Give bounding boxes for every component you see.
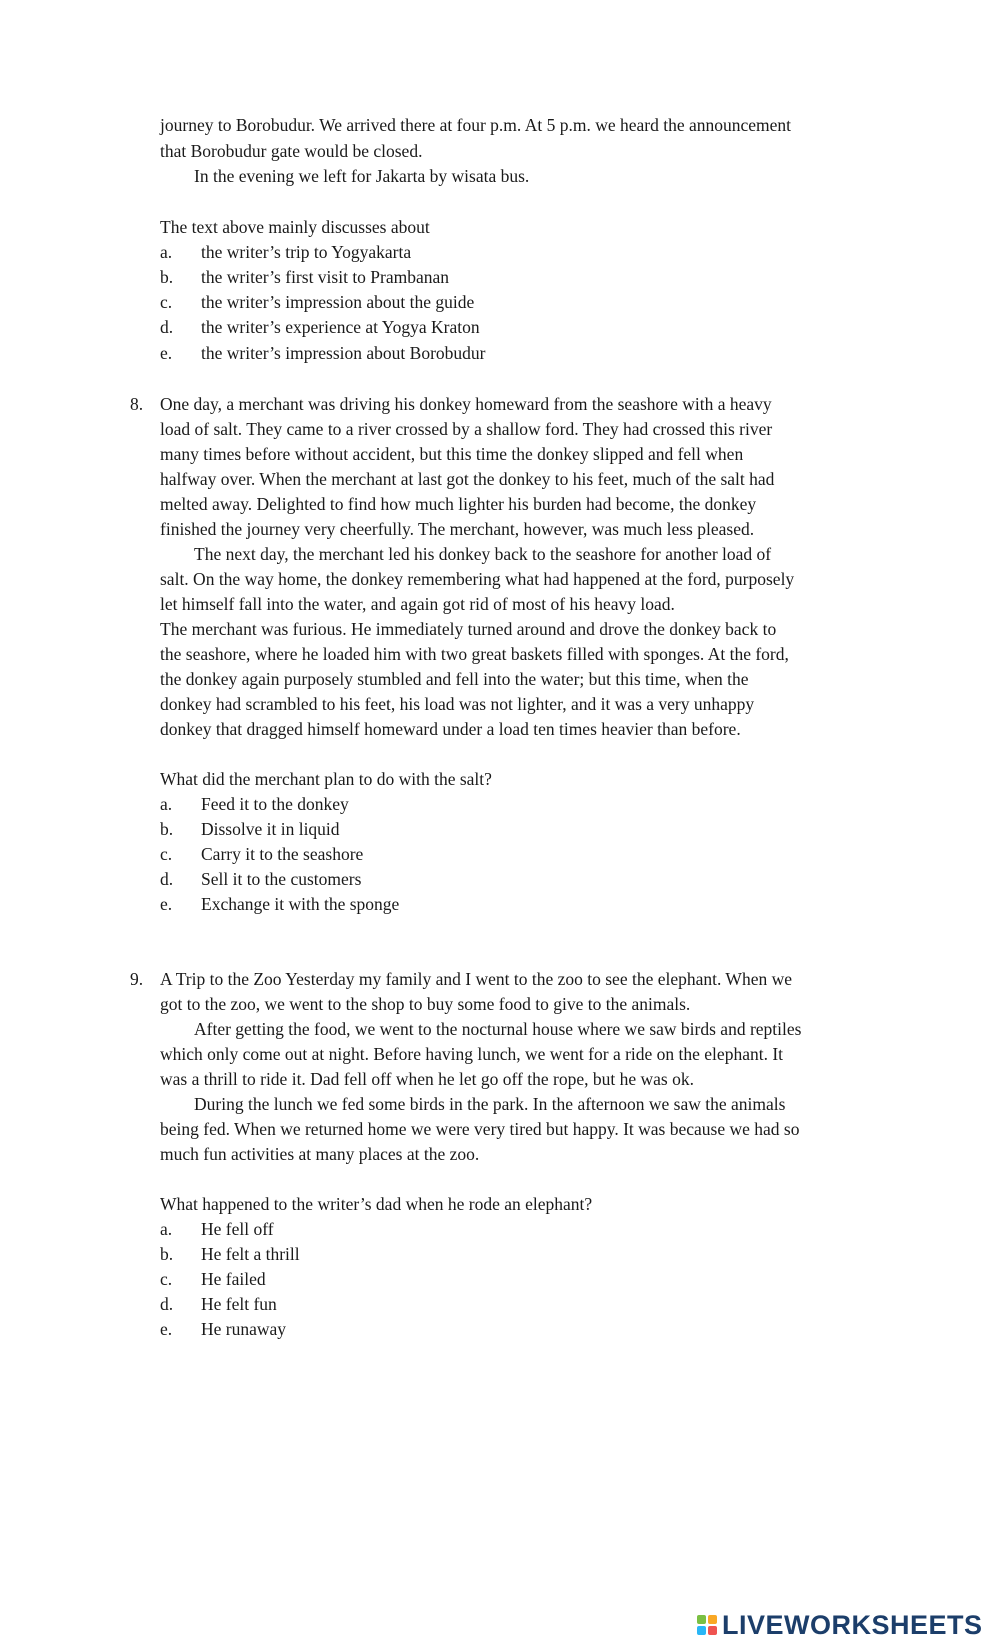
q7-option-e-letter: e. <box>160 343 173 363</box>
q9-option-d[interactable]: He felt fun <box>201 1294 277 1314</box>
logo-block <box>708 1626 717 1635</box>
q9-passage-line: being fed. When we returned home we were very tired but happy. It was because we had so <box>160 1119 800 1139</box>
passage7-line-2: that Borobudur gate would be closed. <box>160 141 423 161</box>
logo-blocks-icon <box>697 1615 717 1635</box>
q7-option-e[interactable]: the writer’s impression about Borobudur <box>201 343 486 363</box>
q8-passage-line: donkey had scrambled to his feet, his load was not lighter, and it was a very unhappy <box>160 694 755 714</box>
liveworksheets-logo[interactable] <box>697 1610 983 1640</box>
q8-passage-line: the seashore, where he loaded him with two great baskets filled with sponges. At the ford, <box>160 644 789 664</box>
q9-passage-line: got to the zoo, we went to the shop to buy some food to give to the animals. <box>160 994 691 1014</box>
q7-option-a-letter: a. <box>160 242 173 262</box>
q9-option-a[interactable]: He fell off <box>201 1219 274 1239</box>
q8-passage-line: let himself fall into the water, and again got rid of most of his heavy load. <box>160 594 675 614</box>
q8-passage-line: donkey that dragged himself homeward under a load ten times heavier than before. <box>160 719 741 739</box>
q8-option-d-letter: d. <box>160 869 174 889</box>
q8-passage-line: load of salt. They came to a river crossed by a shallow ford. They had crossed this river <box>160 419 773 439</box>
q8-passage-line: finished the journey very cheerfully. The merchant, however, was much less pleased. <box>160 519 755 539</box>
q8-option-b[interactable]: Dissolve it in liquid <box>201 819 340 839</box>
logo-text: LIVEWORKSHEETS <box>722 1609 983 1640</box>
question-9-number: 9. <box>130 969 144 989</box>
q8-option-e[interactable]: Exchange it with the sponge <box>201 894 400 914</box>
q8-option-e-letter: e. <box>160 894 173 914</box>
q9-passage-line: much fun activities at many places at the zoo. <box>160 1144 480 1164</box>
q9-option-c-letter: c. <box>160 1269 173 1289</box>
q9-passage-line: During the lunch we fed some birds in the park. In the afternoon we saw the animals <box>194 1094 786 1114</box>
q9-option-b[interactable]: He felt a thrill <box>201 1244 300 1264</box>
q8-passage-line: salt. On the way home, the donkey remembering what had happened at the ford, purposely <box>160 569 795 589</box>
q9-option-b-letter: b. <box>160 1244 174 1264</box>
q8-option-c[interactable]: Carry it to the seashore <box>201 844 364 864</box>
passage7-line-1: journey to Borobudur. We arrived there at four p.m. At 5 p.m. we heard the announcement <box>160 115 792 135</box>
q7-option-d[interactable]: the writer’s experience at Yogya Kraton <box>201 317 480 337</box>
q9-passage-line: which only come out at night. Before having lunch, we went for a ride on the elephant. It <box>160 1044 784 1064</box>
logo-block <box>708 1615 717 1624</box>
q9-option-e-letter: e. <box>160 1319 173 1339</box>
q8-passage-line: The next day, the merchant led his donkey back to the seashore for another load of <box>194 544 772 564</box>
q7-option-d-letter: d. <box>160 317 174 337</box>
logo-block <box>697 1626 706 1635</box>
q8-option-c-letter: c. <box>160 844 173 864</box>
q7-option-b-letter: b. <box>160 267 174 287</box>
q8-passage-line: The merchant was furious. He immediately turned around and drove the donkey back to <box>160 619 777 639</box>
q8-passage-line: halfway over. When the merchant at last got the donkey to his feet, much of the salt had <box>160 469 775 489</box>
q8-option-d[interactable]: Sell it to the customers <box>201 869 362 889</box>
q9-passage-line: A Trip to the Zoo Yesterday my family and I went to the zoo to see the elephant. When we <box>160 969 792 989</box>
q9-option-d-letter: d. <box>160 1294 174 1314</box>
q8-option-b-letter: b. <box>160 819 174 839</box>
q8-passage-line: the donkey again purposely stumbled and fell into the water; but this time, when the <box>160 669 749 689</box>
question-8-number: 8. <box>130 394 144 414</box>
q9-passage-line: After getting the food, we went to the nocturnal house where we saw birds and reptiles <box>194 1019 802 1039</box>
q8-option-a-letter: a. <box>160 794 173 814</box>
q9-option-c[interactable]: He failed <box>201 1269 266 1289</box>
q8-passage-line: melted away. Delighted to find how much lighter his burden had become, the donkey <box>160 494 757 514</box>
q8-passage-line: One day, a merchant was driving his donkey homeward from the seashore with a heavy <box>160 394 772 414</box>
q7-option-c-letter: c. <box>160 292 173 312</box>
q7-option-a[interactable]: the writer’s trip to Yogyakarta <box>201 242 412 262</box>
q9-option-a-letter: a. <box>160 1219 173 1239</box>
question-9-prompt: What happened to the writer’s dad when he rode an elephant? <box>160 1194 593 1214</box>
q9-passage-line: was a thrill to ride it. Dad fell off when he let go off the rope, but he was ok. <box>160 1069 694 1089</box>
q9-option-e[interactable]: He runaway <box>201 1319 287 1339</box>
question-8-prompt: What did the merchant plan to do with the salt? <box>160 769 492 789</box>
question-7-prompt: The text above mainly discusses about <box>160 217 430 237</box>
q7-option-b[interactable]: the writer’s first visit to Prambanan <box>201 267 450 287</box>
q7-option-c[interactable]: the writer’s impression about the guide <box>201 292 475 312</box>
q8-passage-line: many times before without accident, but this time the donkey slipped and fell when <box>160 444 744 464</box>
q8-option-a[interactable]: Feed it to the donkey <box>201 794 349 814</box>
passage7-line-3: In the evening we left for Jakarta by wisata bus. <box>194 166 530 186</box>
logo-block <box>697 1615 706 1624</box>
